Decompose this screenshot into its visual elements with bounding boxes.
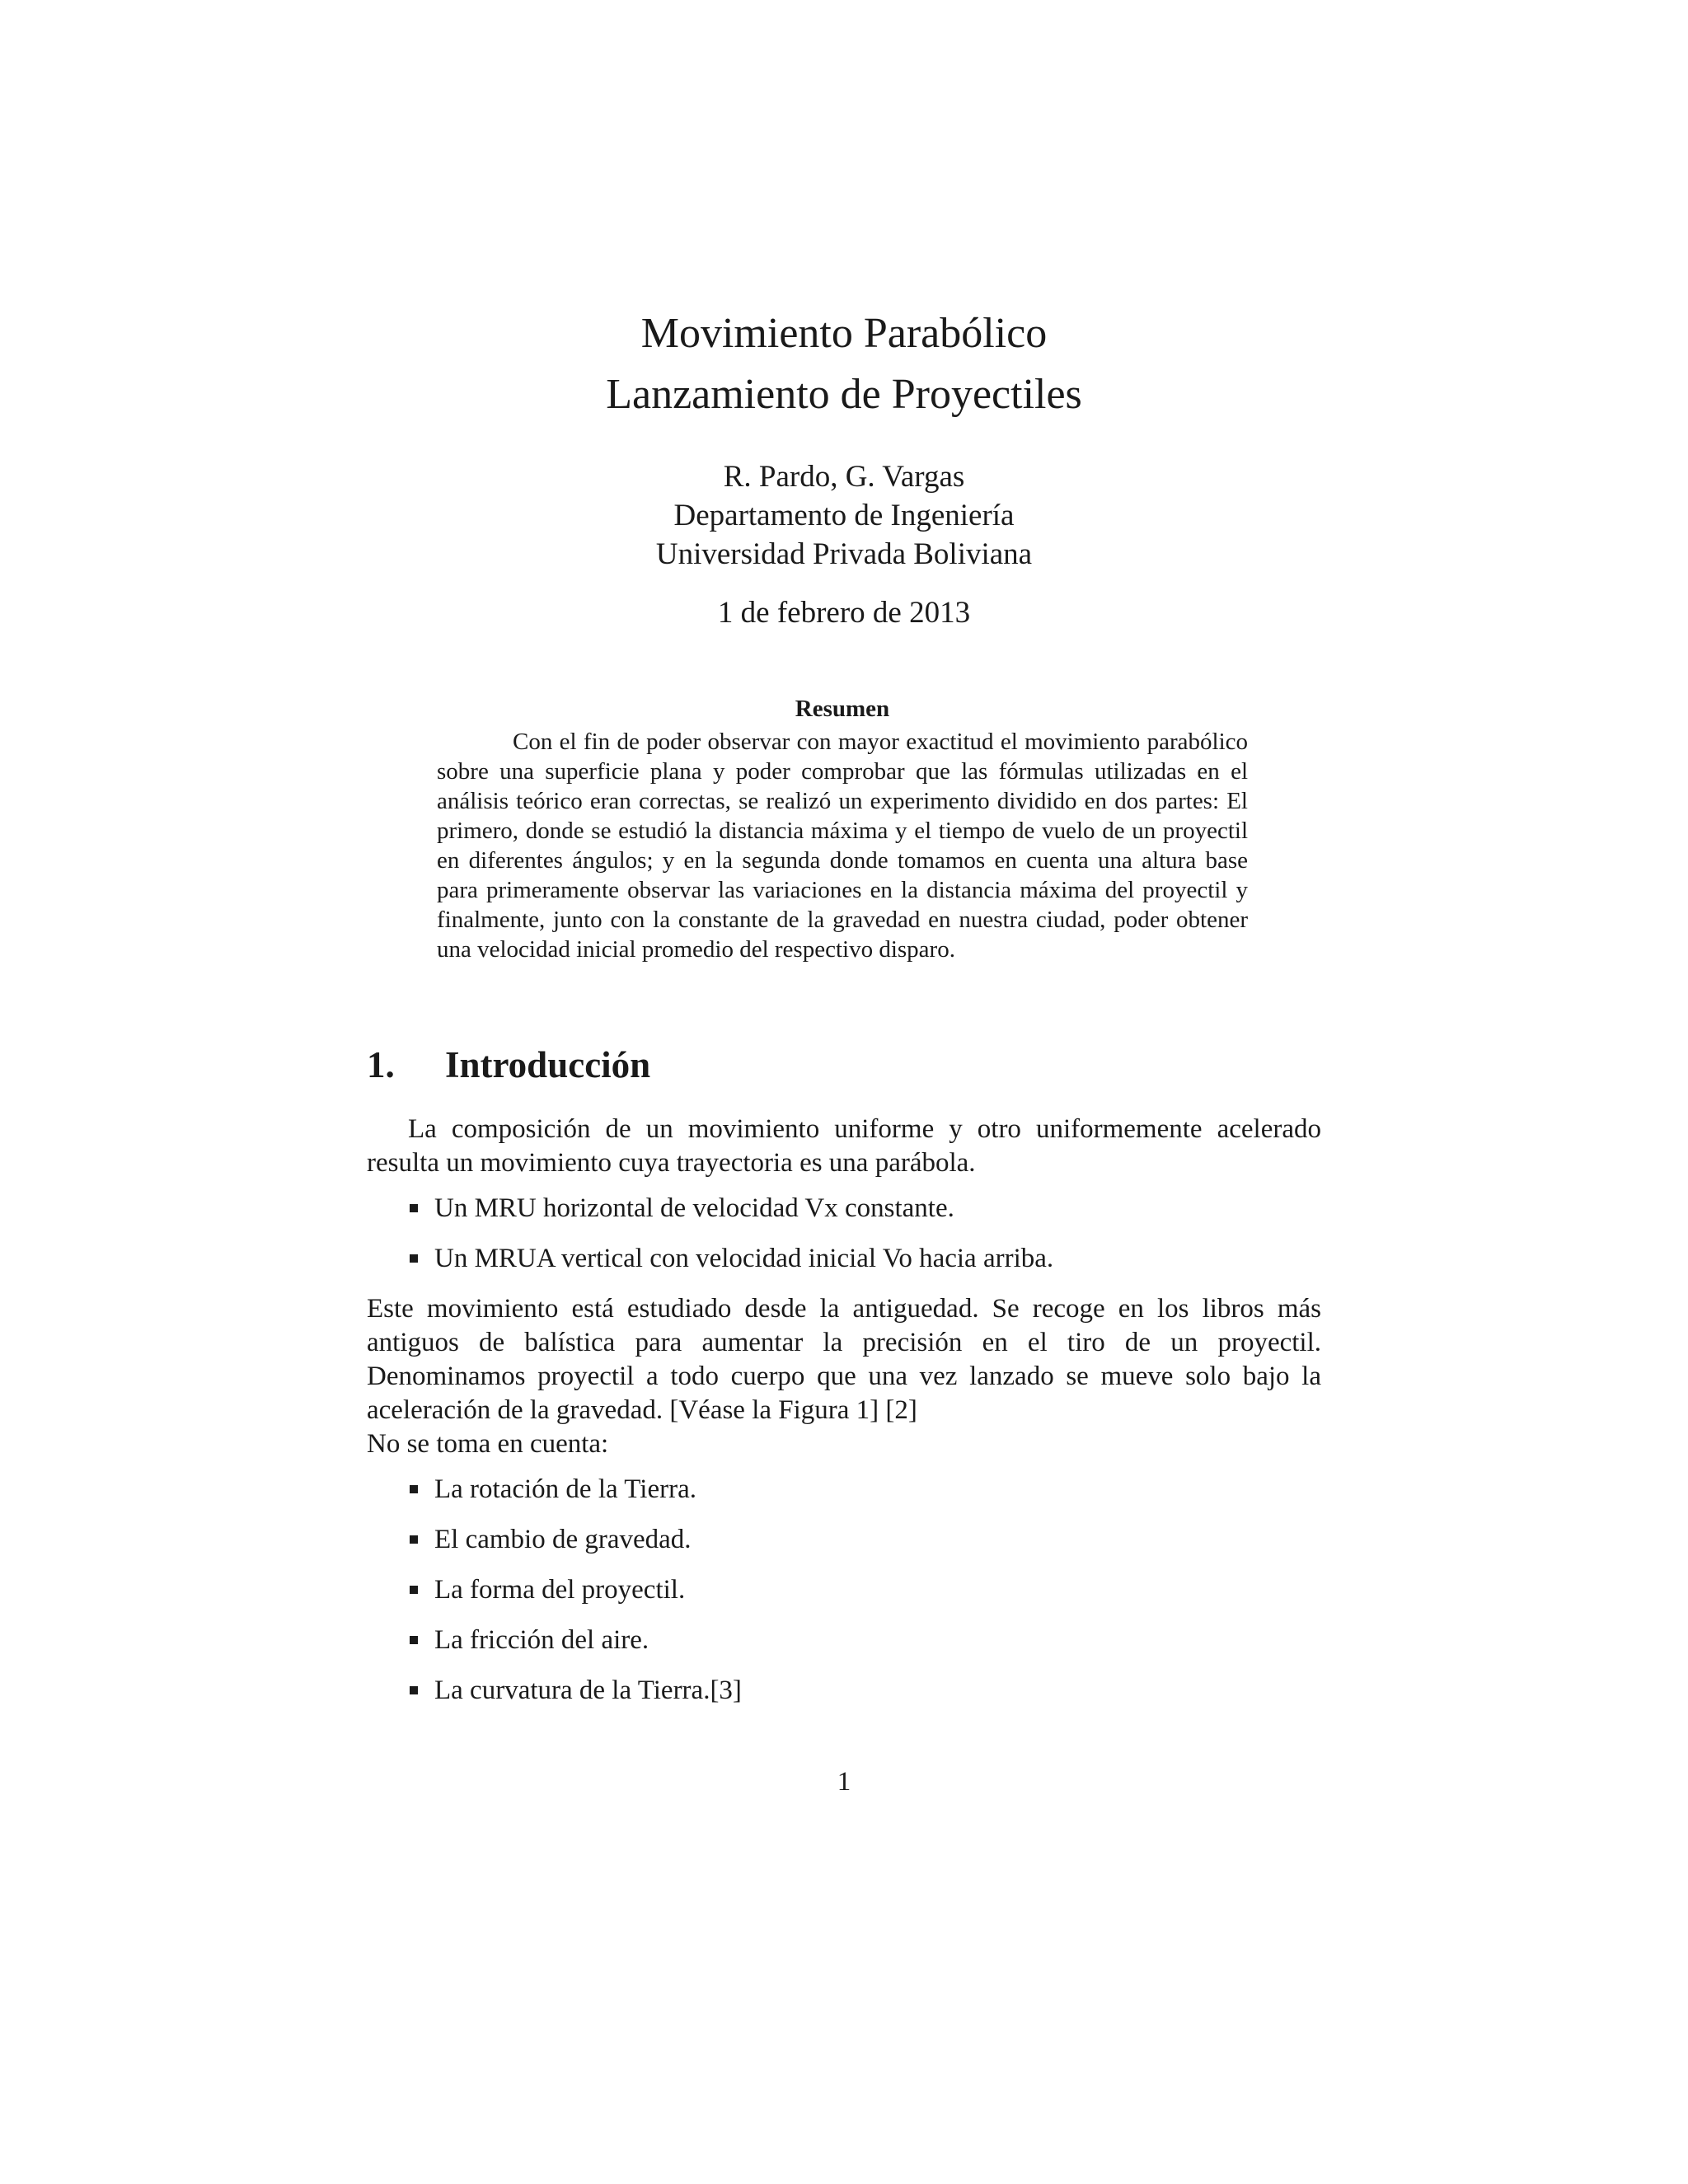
list-item xyxy=(367,1674,1321,1708)
title-block xyxy=(0,303,1688,425)
list-item-text: El cambio de gravedad. xyxy=(434,1525,692,1554)
square-bullet-icon xyxy=(410,1485,418,1493)
author-names: R. Pardo, G. Vargas xyxy=(723,460,965,494)
square-bullet-icon xyxy=(410,1636,418,1644)
title-line-2: Lanzamiento de Proyectiles xyxy=(606,371,1082,418)
history-paragraph: Este movimiento está estudiado desde la antiguedad. Se recoge en los libros más antiguos de balística para aumentar la precisión en el tiro de un proyectil. Denominamos proyectil a todo cuerpo que una vez lanzado se mueve solo bajo la aceleración de la gravedad. [Véase la Figura 1] [2] xyxy=(367,1294,1321,1425)
abstract xyxy=(437,694,1248,964)
list-item-text: Un MRUA vertical con velocidad inicial Vo hacia arriba. xyxy=(434,1244,1054,1273)
title-line-1: Movimiento Parabólico xyxy=(640,310,1048,357)
author-block xyxy=(0,457,1688,574)
square-bullet-icon xyxy=(410,1586,418,1594)
square-bullet-icon xyxy=(410,1686,418,1694)
intro-paragraph: La composición de un movimiento uniforme y otro uniformemente acelerado resulta un movimiento cuya trayectoria es una parábola. xyxy=(367,1114,1321,1178)
section-number: 1. xyxy=(367,1044,395,1085)
list-item-text: La forma del proyectil. xyxy=(434,1575,686,1605)
list-item xyxy=(367,1192,1321,1226)
square-bullet-icon xyxy=(410,1535,418,1544)
list-item xyxy=(367,1573,1321,1607)
publication-date: 1 de febrero de 2013 xyxy=(717,596,971,630)
abstract-heading: Resumen xyxy=(795,696,890,722)
section-title: Introducción xyxy=(445,1044,651,1085)
section-introduction xyxy=(367,1040,1321,1724)
page-number: 1 xyxy=(837,1767,851,1797)
list-item xyxy=(367,1473,1321,1507)
list-item-text: La curvatura de la Tierra.[3] xyxy=(434,1675,742,1705)
list-item xyxy=(367,1624,1321,1657)
components-list xyxy=(367,1192,1321,1276)
abstract-body: Con el fin de poder observar con mayor exactitud el movimiento parabólico sobre una superficie plana y poder comprobar que las fórmulas utilizadas en el análisis teórico eran correctas, se realizó un experimento dividido en dos partes: El primero, donde se estudió la distancia máxima y el tiempo de vuelo de un proyectil en diferentes ángulos; y en la segunda donde tomamos en cuenta una altura base para primeramente observar las variaciones en la distancia máxima del proyectil y finalmente, junto con la constante de la gravedad en nuestra ciudad, poder obtener una velocidad inicial promedio del respectivo disparo. xyxy=(437,729,1248,963)
not-considered-label: No se toma en cuenta: xyxy=(367,1429,609,1459)
list-item-text: La rotación de la Tierra. xyxy=(434,1474,696,1504)
list-item xyxy=(367,1523,1321,1557)
author-department: Departamento de Ingeniería xyxy=(673,499,1015,532)
author-university: Universidad Privada Boliviana xyxy=(655,537,1033,571)
list-item xyxy=(367,1242,1321,1276)
list-item-text: La fricción del aire. xyxy=(434,1625,649,1655)
section-heading xyxy=(367,1040,1321,1090)
square-bullet-icon xyxy=(410,1204,418,1212)
not-considered-list xyxy=(367,1473,1321,1708)
list-item-text: Un MRU horizontal de velocidad Vx constante. xyxy=(434,1193,954,1223)
square-bullet-icon xyxy=(410,1254,418,1263)
